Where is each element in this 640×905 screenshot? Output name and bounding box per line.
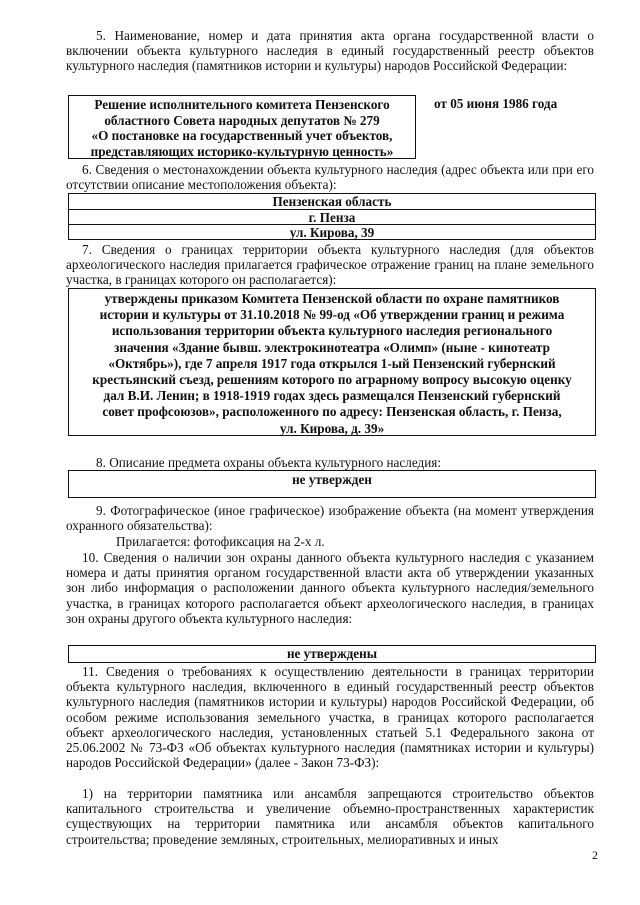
- boundaries-line: ул. Кирова, д. 39»: [279, 420, 385, 436]
- section-8-value: не утвержден: [292, 472, 372, 487]
- section-11-text: 11. Сведения о требованиях к осуществлению деятельности в границах территории объекта культурного наследия, включенного в единый государственный реестр объектов культурного наследия (памятников истории и культуры) народов Российской Федерации, об особом режиме использования земельного участка, в границах которого располагается объект археологического наследия, установленных статьей 5.1 Федерального закона от 25.06.2002 № 73-ФЗ «Об объектах культурного наследия (памятниках истории и культуры) народов Российской Федерации» (далее - Закон 73-ФЗ):: [66, 664, 594, 771]
- act-line: областного Совета народных депутатов № 279: [104, 112, 380, 128]
- section-9-text: 9. Фотографическое (иное графическое) изображение объекта (на момент утверждения охранного обязательства):: [66, 503, 594, 534]
- section-10-text: 10. Сведения о наличии зон охраны данного объекта культурного наследия с указанием номера и даты принятия органом государственной власти акта об утверждении указанных зон либо информация о расположении данного объекта культурного наследия/земельного участка, в границах которого располагается объект археологического наследия, в границах зон охраны другого объекта культурного наследия:: [66, 550, 594, 626]
- boundaries-line: «Октябрь»), где 7 апреля 1917 года открылся 1-ый Пензенский губернский: [108, 355, 556, 371]
- section-7-text: 7. Сведения о границах территории объекта культурного наследия (для объектов археологического наследия прилагается графическое отражение границ на плане земельного участка, в границах которого он располагается):: [66, 242, 594, 288]
- boundaries-line: использования территории объекта культурного наследия регионального: [111, 323, 553, 339]
- address-row: г. Пенза: [308, 209, 356, 225]
- section-5-text: 5. Наименование, номер и дата принятия акта органа государственной власти о включении объекта культурного наследия в единый государственный реестр объектов культурного наследия (памятников истории и культуры) народов Российской Федерации:: [66, 28, 594, 74]
- boundaries-line: крестьянский съезд, решениям которого по аграрному вопросу высокую оценку: [92, 372, 572, 388]
- table-divider: [69, 224, 595, 225]
- section-8-text: 8. Описание предмета охраны объекта культурного наследия:: [96, 455, 441, 470]
- table-divider: [69, 209, 595, 210]
- boundaries-line: значения «Здание бывш. электрокинотеатра «Олимп» (ныне - кинотеатр: [114, 339, 550, 355]
- section-10-value: не утверждены: [286, 646, 378, 661]
- section-5-act-date: от 05 июня 1986 года: [434, 96, 558, 111]
- boundaries-line: совет профсоюзов», расположенного по адресу: Пензенская область, г. Пенза,: [102, 404, 562, 420]
- boundaries-line: утверждены приказом Комитета Пензенской области по охране памятников: [104, 291, 560, 306]
- section-6-text: 6. Сведения о местонахождении объекта культурного наследия (адрес объекта или при его отсутствии описание местоположения объекта):: [66, 162, 594, 193]
- section-5-act-box: [68, 95, 416, 159]
- section-10-value-box: [68, 645, 596, 663]
- section-8-value-box: [68, 470, 596, 498]
- section-6-address-table: [68, 193, 596, 240]
- page-number: 2: [592, 848, 598, 862]
- act-line: Решение исполнительного комитета Пензенского: [94, 97, 390, 112]
- address-row: ул. Кирова, 39: [289, 225, 375, 240]
- act-line: «О постановке на государственный учет объектов,: [91, 128, 393, 143]
- address-row: Пензенская область: [272, 194, 392, 209]
- boundaries-line: истории и культуры от 31.10.2018 № 99-од «Об утверждении границ и режима: [99, 307, 565, 323]
- section-9-attached: Прилагается: фотофиксация на 2-х л.: [116, 534, 325, 549]
- boundaries-line: дал В.И. Ленин; в 1918-1919 годах здесь размещался Пензенский губернский: [103, 388, 561, 404]
- section-7-boundaries-box: [68, 288, 596, 436]
- section-11-item-1: 1) на территории памятника или ансамбля запрещаются строительство объектов капитального строительства и увеличение объемно-пространственных характеристик существующих на территории памятника или ансамбля объектов капитального строительства; проведение земляных, строительных, мелиоративных и иных: [66, 786, 594, 847]
- act-line: представляющих историко-культурную ценность»: [90, 143, 394, 159]
